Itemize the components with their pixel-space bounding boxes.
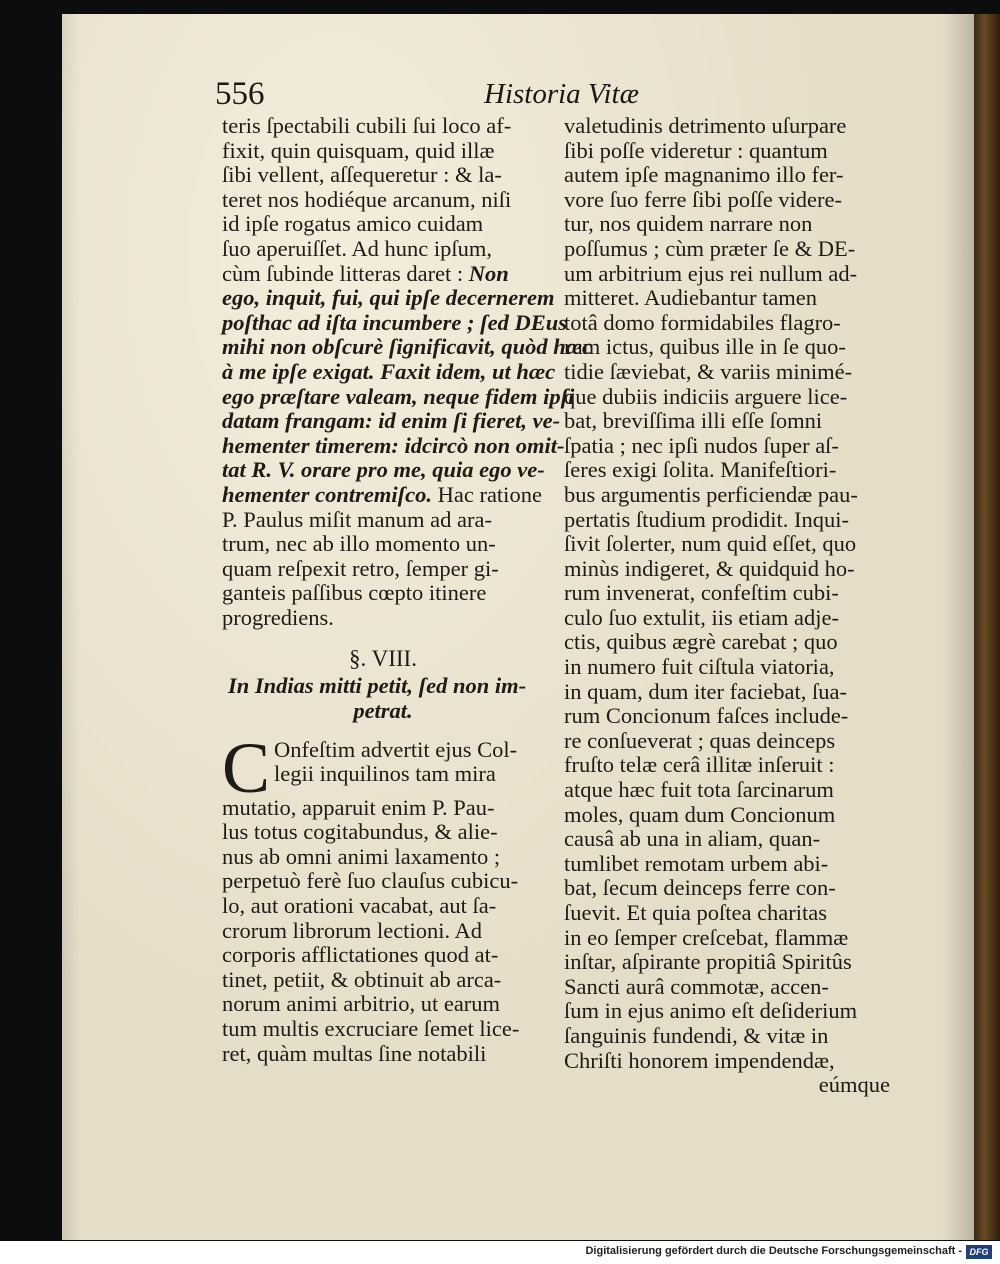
text-line: rum Concionum faſces include- (564, 703, 849, 729)
paragraph-2 (222, 508, 544, 631)
subtitle-line: In Indias mitti petit, ſed non im- (228, 673, 527, 699)
italic-text-line: datam frangam: id enim ſi fieret, ve- (222, 408, 561, 434)
page-number: 556 (215, 76, 265, 112)
text-line: rum ictus, quibus ille in ſe quo- (564, 334, 846, 360)
right-column-text (564, 114, 890, 1073)
funding-notice: Digitalisierung gefördert durch die Deutsche Forschungsgemeinschaft - (585, 1245, 962, 1257)
text-line: lo, aut orationi vacabat, aut ſa- (222, 893, 497, 919)
text-line: rum invenerat, confeſtim cubi- (564, 580, 839, 606)
text-line: inſtar, aſpirante propitiâ Spiritûs (564, 949, 852, 975)
text-line: mutatio, apparuit enim P. Pau- (222, 794, 495, 820)
text-line: teris ſpectabili cubili ſui loco af- (222, 113, 512, 138)
text-line: crorum librorum lectioni. Ad (222, 917, 482, 943)
text-line: fruſto telæ cerâ illitæ inſeruit : (564, 752, 835, 778)
text-line: id ipſe rogatus amico cuidam (222, 211, 484, 237)
italic-text-line: à me ipſe exigat. Faxit idem, ut hæc (222, 358, 556, 384)
text-line: in quam, dum iter faciebat, ſua- (564, 678, 848, 704)
text-line: ſuevit. Et quia poſtea charitas (564, 900, 828, 925)
italic-text-line: mihi non obſcurè ſignificavit, quòd hæc (222, 334, 593, 360)
section-subtitle (222, 674, 544, 723)
text-line: ſibi poſſe videretur : quantum (564, 137, 828, 163)
text-line: perpetuò ferè ſuo clauſus cubicu- (222, 868, 519, 894)
text-line: atque hæc fuit tota ſarcinarum (564, 777, 834, 803)
text-line: in eo ſemper creſcebat, flammæ (564, 924, 849, 950)
text-line: tum multis excruciare ſemet lice- (222, 1016, 520, 1041)
text-line: in numero fuit ciſtula viatoria, (564, 654, 835, 680)
text-line: nus ab omni animi laxamento ; (222, 843, 501, 869)
text-line: fixit, quin quisquam, quid illæ (222, 137, 495, 163)
text-line: corporis afflictationes quod at- (222, 942, 499, 968)
text-line: lus totus cogitabundus, & alie- (222, 819, 498, 845)
text-line: bus argumentis perficiendæ pau- (564, 481, 858, 507)
text-line: bat, breviſſima illi eſſe ſomni (564, 408, 823, 434)
text-line: ret, quàm multas ſine notabili (222, 1040, 487, 1066)
left-column (222, 113, 593, 1066)
text-line: ſanguinis fundendi, & vitæ in (564, 1022, 829, 1048)
text-line: progrediens. (222, 604, 334, 630)
text-line: ſibi vellent, aſſequeretur : & la- (222, 162, 502, 188)
paragraph-3-body (222, 796, 544, 1067)
text-fragment: Hac ratione (431, 481, 542, 507)
italic-text-line: hementer contremiſco. Hac ratione (222, 481, 542, 507)
text-line: ctis, quibus ægrè carebat ; quo (564, 629, 838, 655)
text-line: que dubiis indiciis arguere lice- (564, 383, 848, 409)
text-line: ſpatia ; nec ipſi nudos ſuper aſ- (564, 432, 839, 458)
italic-text-line: hementer timerem: idcircò non omit- (222, 432, 565, 458)
italic-text-line: ego præſtare valeam, neque fidem ipſi (222, 383, 575, 409)
text-line: ſeres exigi ſolita. Manifeſtiori- (564, 457, 837, 483)
italic-text-line: poſthac ad iſta incumbere ; ſed DEus (222, 309, 567, 335)
text-line: poſſumus ; cùm præter ſe & DE- (564, 235, 856, 261)
italic-text-line: ego, inquit, fui, qui ipſe decernerem (222, 285, 555, 311)
text-line: teret nos hodiéque arcanum, niſi (222, 186, 512, 212)
text-line: totâ domo formidabiles flagro- (564, 309, 841, 335)
text-line: re conſueverat ; quas deinceps (564, 727, 836, 753)
text-line: quam reſpexit retro, ſemper gi- (222, 555, 499, 581)
text-line: ſivit ſolerter, num quid eſſet, quo (564, 531, 857, 557)
catchword: eúmque (818, 1072, 890, 1098)
text-line: vore ſuo ferre ſibi poſſe videre- (564, 186, 843, 212)
text-line: cùm ſubinde litteras daret : Non (222, 260, 509, 286)
text-line: norum animi arbitrio, ut earum (222, 991, 501, 1017)
subtitle-line: petrat. (353, 698, 413, 724)
text-line: Chriſti honorem impendendæ, (564, 1047, 835, 1073)
text-line: mitteret. Audiebantur tamen (564, 285, 818, 311)
text-line: tur, nos quidem narrare non (564, 211, 813, 237)
paragraph-3-opening-lines (222, 738, 544, 787)
text-line: bat, ſecum deinceps ferre con- (564, 875, 836, 901)
paragraph-1 (222, 114, 544, 286)
footer-bar (0, 1241, 1000, 1264)
text-line: causâ ab una in aliam, quan- (564, 826, 821, 852)
text-line: culo ſuo extulit, iis etiam adje- (564, 604, 839, 630)
paragraph-3 (222, 727, 544, 1067)
text-line: ſuo aperuiſſet. Ad hunc ipſum, (222, 235, 492, 261)
text-line: minùs indigeret, & quidquid ho- (564, 555, 855, 581)
text-line: pertatis ſtudium prodidit. Inqui- (564, 506, 849, 532)
text-line: P. Paulus miſit manum ad ara- (222, 506, 492, 532)
text-line: tumlibet remotam urbem abi- (564, 850, 829, 876)
text-line: Sancti aurâ commotæ, accen- (564, 973, 829, 999)
italic-word: Non (463, 260, 509, 286)
text-line: tinet, petiit, & obtinuit ab arca- (222, 966, 502, 992)
text-line: autem ipſe magnanimo illo fer- (564, 162, 844, 188)
text-line: tidie ſæviebat, & variis minimé- (564, 358, 853, 384)
running-title: Historia Vitæ (484, 78, 639, 110)
text-line: um arbitrium ejus rei nullum ad- (564, 260, 858, 286)
text-line: ganteis paſſibus cœpto itinere (222, 580, 487, 606)
text-line: legii inquilinos tam mira (274, 761, 496, 787)
text-line: moles, quam dum Concionum (564, 801, 836, 827)
italic-quotation (222, 285, 593, 507)
text-line: ſum in ejus animo eſt deſiderium (564, 998, 858, 1024)
italic-text-line: tat R. V. orare pro me, quia ego ve- (222, 457, 545, 483)
drop-cap: C (222, 727, 271, 808)
dfg-logo: DFG (966, 1245, 992, 1259)
text-line: valetudinis detrimento uſurpare (564, 113, 847, 138)
text-line: Onfeſtim advertit ejus Col- (274, 736, 518, 762)
book-spine-edge (974, 14, 1000, 1240)
text-line: trum, nec ab illo momento un- (222, 531, 496, 557)
right-column (564, 114, 890, 1098)
section-heading: §. VIII. (349, 646, 417, 672)
